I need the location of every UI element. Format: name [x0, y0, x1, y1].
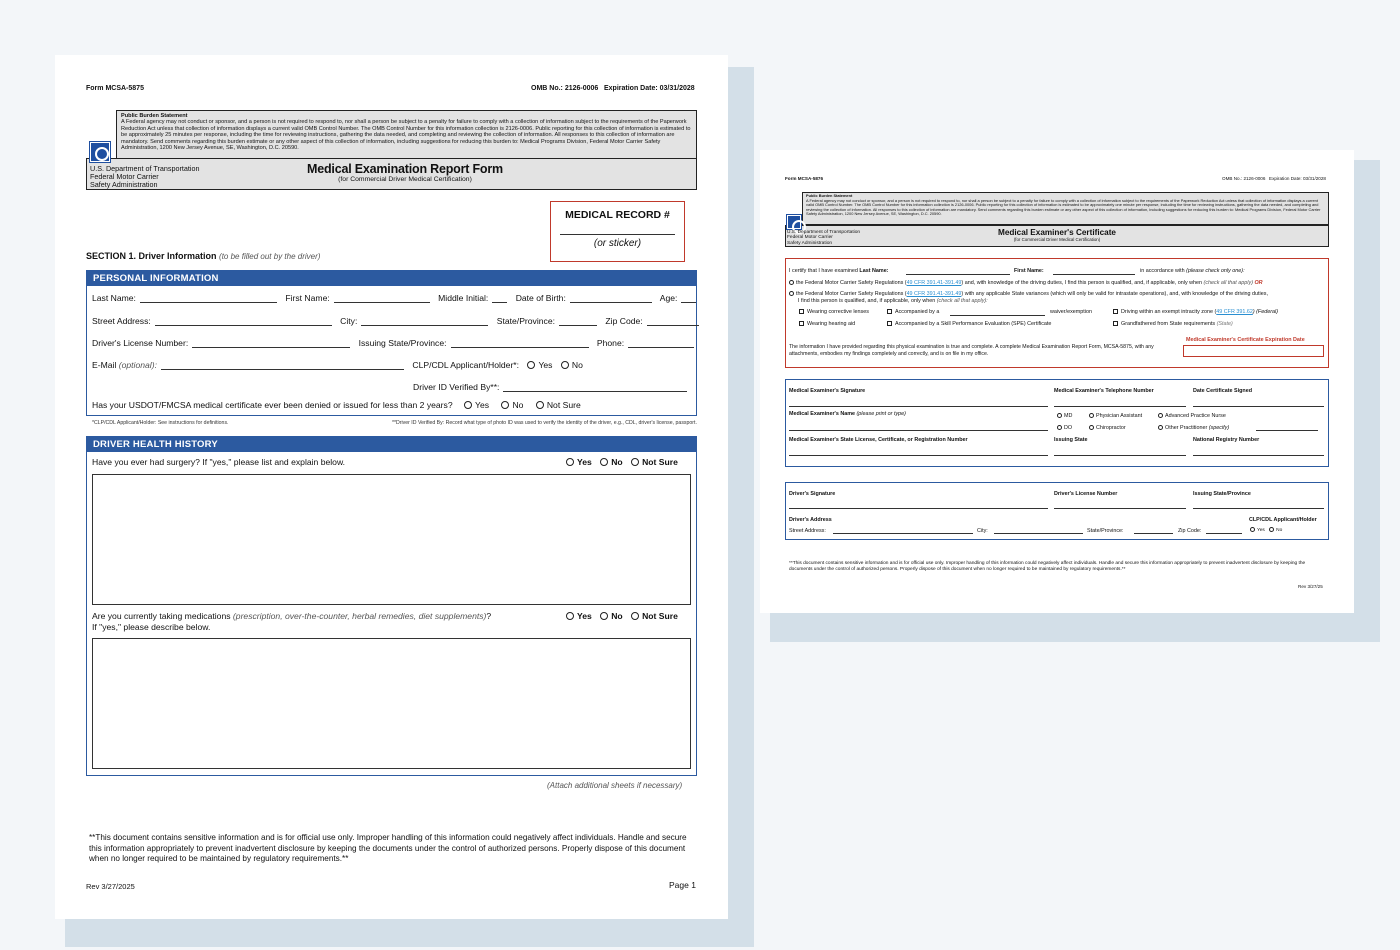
or-sticker: (or sticker) — [593, 238, 642, 249]
do-option: DO — [1057, 425, 1072, 431]
other-option: Other Practitioner (specify) — [1158, 425, 1229, 431]
chiro-radio[interactable] — [1089, 425, 1094, 430]
agency-name: U.S. Department of Transportation Federal Motor Carrier Safety Administration — [90, 164, 200, 189]
license-field[interactable] — [192, 339, 350, 348]
credential-row-1: MD — [1057, 413, 1072, 419]
driver-address-label: Driver's Address — [789, 517, 832, 523]
driver-license-field[interactable] — [1054, 508, 1186, 509]
clp-yes-radio[interactable] — [527, 361, 535, 369]
checkbox-row-1: Wearing corrective lenses — [799, 309, 869, 315]
intracity-option: Driving within an exempt intracity zone (49 CFR 391.62) (Federal) — [1113, 309, 1278, 315]
street-field[interactable] — [155, 317, 332, 326]
agency-name-2: U.S. Department of Transportation Federal Motor Carrier Safety Administration — [787, 230, 861, 246]
surgery-no-radio[interactable] — [600, 458, 608, 466]
date-signed-label: Date Certificate Signed — [1193, 388, 1253, 394]
spe-checkbox[interactable] — [887, 321, 892, 326]
driver-street-label: Street Address: — [789, 528, 826, 534]
hearing-option: Wearing hearing aid — [799, 321, 855, 327]
md-radio[interactable] — [1057, 413, 1062, 418]
driver-state-field[interactable] — [1134, 533, 1173, 534]
form-id-2: Form MCSA-5876 — [785, 176, 824, 181]
revision: Rev 3/27/2025 — [86, 882, 135, 891]
last-name-field[interactable] — [140, 294, 277, 303]
burden-statement — [116, 110, 697, 159]
burden-text: A Federal agency may not conduct or sponsor, and a person is not required to respond to, nor shall a person be subject to a penalty for failure to comply with a collection of information subject to the requirements of the Paperwork Reduction Act unless that collection of information displays a current valid OMB Control Number. The OMB Control Number for this information collection is 2126-0006. Public reporting for this collection of information is estimated to be approximately 25 minutes per response, including the time for reviewing instructions, gathering the data needed, and completing and reviewing the collection of information. All responses to this collection of information are mandatory. Send comments regarding this burden estimate or any other aspect of this collection of information, including suggestions for reducing this burden to: Medical Programs Division, Federal Motor Carrier Safety Administration, 1200 New Jersey Avenue, SE, Washington, D.C. 20590. — [121, 119, 691, 152]
date-signed-field[interactable] — [1193, 406, 1324, 407]
driver-city-field[interactable] — [994, 533, 1083, 534]
medical-record-label: MEDICAL RECORD # — [565, 209, 670, 221]
attach-note: (Attach additional sheets if necessary) — [547, 781, 683, 790]
surgery-question: Have you ever had surgery? If "yes," please list and explain below. — [92, 457, 346, 467]
personal-information-header: PERSONAL INFORMATION — [87, 271, 696, 286]
denied-yes-radio[interactable] — [464, 401, 472, 409]
me-phone-field[interactable] — [1054, 406, 1186, 407]
medications-question: Are you currently taking medications (prescription, over-the-counter, herbal remedies, diet supplements)? — [92, 611, 492, 621]
driver-license-label: Driver's License Number — [1054, 491, 1118, 497]
spe-option: Accompanied by a Skill Performance Evaluation (SPE) Certificate — [887, 321, 1051, 327]
accompanied-waiver: Accompanied by a — [887, 309, 939, 315]
form-title-2: Medical Examiner's Certificate (for Commercial Driver Medical Certification) — [998, 228, 1116, 242]
intracity-checkbox[interactable] — [1113, 309, 1118, 314]
sensitive-footer-2: **This document contains sensitive information and is for official use only. Improper handling of this information could negatively affect individuals. Handle and secure this information appropriately to prevent inadvertent disclosure by keeping the documents under the control of authorized persons. Properly dispose of this document when no longer required to be maintained by regulatory requirements.** — [789, 561, 1306, 572]
dot-logo-icon — [90, 142, 110, 162]
page-2 — [760, 150, 1354, 613]
expiration-date-2: Expiration Date: 03/31/2028 — [1269, 176, 1326, 181]
me-license-label: Medical Examiner's State License, Certificate, or Registration Number — [789, 437, 968, 443]
waiver-field[interactable] — [950, 315, 1045, 316]
certify-row: I certify that I have examined Last Name: — [789, 268, 889, 274]
me-name-label: Medical Examiner's Name (please print or type) — [789, 411, 906, 417]
denied-row: Has your USDOT/FMCSA medical certificate ever been denied or issued for less than 2 years? Yes No Not Sure — [92, 400, 581, 410]
clp2-no-radio[interactable] — [1269, 527, 1274, 532]
issuing-sp-label: Issuing State/Province — [1193, 491, 1251, 497]
do-radio[interactable] — [1057, 425, 1062, 430]
option-fmcsr: the Federal Motor Carrier Safety Regulations (49 CFR 391.41-391.49) and, with knowledge of the driving duties, I find this person is qualified, and, if applicable, only when (check all that apply) OR — [789, 280, 1263, 286]
middle-initial-field[interactable] — [492, 294, 507, 303]
burden-statement-2: Public Burden Statement A Federal agency may not conduct or sponsor, and a person is not required to respond to, nor shall a person be subject to a penalty for failure to comply with a collection of information subject to the requirements of the Paperwork Reduction Act unless that collection of information displays a current valid OMB Control Number. The OMB Control Number for this information collection is 2126-0006. Public reporting for this collection of information is estimated to be approximately one minute per response, including the time for reviewing instructions, gathering the data needed, and completing and reviewing the collection of information. All responses to this collection of information are mandatory. Send comments regarding this burden estimate or any other aspect of this collection of information, including suggestions for reducing this burden to: Medical Programs Division, Federal Motor Carrier Safety Administration, 1200 New Jersey Avenue, SE, Washington, D.C. 20590. — [802, 192, 1329, 225]
medical-record-box[interactable] — [550, 201, 685, 262]
me-signature-field[interactable] — [789, 406, 1048, 407]
cert-last-name-field[interactable] — [906, 274, 1010, 275]
waiver-checkbox[interactable] — [887, 309, 892, 314]
me-issuing-state-field[interactable] — [1054, 455, 1186, 456]
medications-options: Yes No Not Sure — [566, 611, 678, 621]
clp-label-2: CLP/CDL Applicant/Holder — [1249, 517, 1317, 523]
driver-city-label: City: — [977, 528, 988, 534]
issuing-sp-field[interactable] — [1193, 508, 1324, 509]
denied-no-radio[interactable] — [501, 401, 509, 409]
clp-no-radio[interactable] — [561, 361, 569, 369]
id-verified-row: Driver ID Verified By**: — [413, 382, 687, 392]
waiver-label: waiver/exemption — [1050, 309, 1092, 315]
surgery-textarea[interactable] — [92, 474, 691, 605]
section-1-heading: SECTION 1. Driver Information (to be filled out by the driver) — [86, 251, 321, 261]
email-row: E-Mail (optional): CLP/CDL Applicant/Holder*: Yes No — [92, 360, 583, 370]
cert-expiration-label: Medical Examiner's Certificate Expiration Date — [1186, 337, 1305, 343]
cert-first-name-label: First Name: — [1014, 268, 1044, 274]
meds-no-radio[interactable] — [600, 612, 608, 620]
surgery-not-sure-radio[interactable] — [631, 458, 639, 466]
phone-field[interactable] — [628, 339, 694, 348]
pa-radio[interactable] — [1089, 413, 1094, 418]
id-verified-field[interactable] — [503, 383, 687, 392]
clp2-yes-radio[interactable] — [1250, 527, 1255, 532]
denied-not-sure-radio[interactable] — [536, 401, 544, 409]
driver-street-field[interactable] — [833, 533, 973, 534]
option-state-variance: the Federal Motor Carrier Safety Regulations (49 CFR 391.41-391.49) with any applicable State variances (which will only be valid for intrastate operations), and, with knowledge of the driving duties, — [789, 291, 1268, 297]
registry-field[interactable] — [1193, 455, 1324, 456]
surgery-options: Yes No Not Sure — [566, 457, 678, 467]
age-field[interactable] — [681, 294, 696, 303]
me-issuing-state-label: Issuing State — [1054, 437, 1088, 443]
registry-label: National Registry Number — [1193, 437, 1260, 443]
license-row: Driver's License Number: Issuing State/Province: Phone: — [92, 338, 694, 348]
omb-number: OMB No.: 2126-0006 — [531, 85, 599, 92]
city-field[interactable] — [361, 317, 488, 326]
address-row: Street Address: City: State/Province: Zip Code: — [92, 316, 699, 326]
surgery-yes-radio[interactable] — [566, 458, 574, 466]
driver-signature-field[interactable] — [789, 508, 1048, 509]
lenses-checkbox[interactable] — [799, 309, 804, 314]
burden-title: Public Burden Statement — [121, 113, 188, 119]
omb-number-2: OMB No.: 2126-0006 — [1222, 176, 1266, 181]
driver-zip-field[interactable] — [1206, 533, 1242, 534]
grandfathered-checkbox[interactable] — [1113, 321, 1118, 326]
form-id: Form MCSA-5875 — [86, 85, 144, 92]
id-note: **Driver ID Verified By: Record what type of photo ID was used to verify the identity of the driver, e.g., CDL, driver's license, passport. — [392, 420, 697, 426]
dot-logo-icon-2 — [787, 215, 801, 229]
me-phone-label: Medical Examiner's Telephone Number — [1054, 388, 1154, 394]
cert-expiration-field[interactable] — [1183, 345, 1324, 357]
me-license-field[interactable] — [789, 455, 1048, 456]
name-row: Last Name: First Name: Middle Initial: Date of Birth: Age: — [92, 293, 696, 303]
issuing-state-field[interactable] — [451, 339, 589, 348]
expiration-date: Expiration Date: 03/31/2028 — [604, 85, 695, 92]
revision-2: Rev 3/27/25 — [1298, 584, 1323, 589]
clp-options-2: Yes No — [1250, 527, 1282, 533]
pa-option: Physician Assistant — [1089, 413, 1142, 419]
state-variance-radio[interactable] — [789, 291, 794, 296]
dob-field[interactable] — [570, 294, 652, 303]
meds-not-sure-radio[interactable] — [631, 612, 639, 620]
email-field[interactable] — [161, 361, 404, 370]
hearing-checkbox[interactable] — [799, 321, 804, 326]
medications-line2: If "yes," please describe below. — [92, 622, 211, 632]
me-name-field[interactable] — [789, 430, 1048, 431]
medications-textarea[interactable] — [92, 638, 691, 769]
apn-radio[interactable] — [1158, 413, 1163, 418]
zip-field[interactable] — [647, 317, 699, 326]
sensitive-footer: **This document contains sensitive information and is for official use only. Improper handling of this information could negatively affect individuals. Handle and secure this information appropriately to prevent inadvertent disclosure by keeping the documents under the control of authorized persons. Properly dispose of this document when no longer required to be maintained by regulatory requirements.** — [89, 833, 687, 863]
cert-first-name-field[interactable] — [1053, 274, 1135, 275]
accordance-text: in accordance with (please check only one): — [1140, 268, 1245, 274]
other-specify-field[interactable] — [1256, 430, 1318, 431]
state-field[interactable] — [559, 317, 597, 326]
driver-signature-label: Driver's Signature — [789, 491, 836, 497]
apn-option: Advanced Practice Nurse — [1158, 413, 1226, 419]
other-radio[interactable] — [1158, 425, 1163, 430]
driver-zip-label: Zip Code: — [1178, 528, 1202, 534]
chiro-option: Chiropractor — [1089, 425, 1126, 431]
form-title: Medical Examination Report Form (for Commercial Driver Medical Certification) — [307, 162, 503, 183]
meds-yes-radio[interactable] — [566, 612, 574, 620]
first-name-field[interactable] — [334, 294, 430, 303]
option-state-variance-line2: I find this person is qualified, and, if applicable, only when (check all that apply): — [798, 298, 988, 304]
driver-state-label: State/Province: — [1087, 528, 1124, 534]
page-number: Page 1 — [669, 880, 696, 890]
attestation-text: The information I have provided regarding this physical examination is true and complete. A complete Medical Examination Report Form, MCSA-5875, with any attachments, embodies my findings completely and correctly, and is on file in my office. — [789, 344, 1154, 357]
me-signature-label: Medical Examiner's Signature — [789, 388, 866, 394]
fmcsr-radio[interactable] — [789, 280, 794, 285]
clp-note: *CLP/CDL Applicant/Holder: See instructions for definitions. — [92, 420, 229, 426]
page-1 — [55, 55, 728, 919]
driver-health-history-header: DRIVER HEALTH HISTORY — [87, 437, 696, 452]
grandfathered-option: Grandfathered from State requirements (State) — [1113, 321, 1233, 327]
